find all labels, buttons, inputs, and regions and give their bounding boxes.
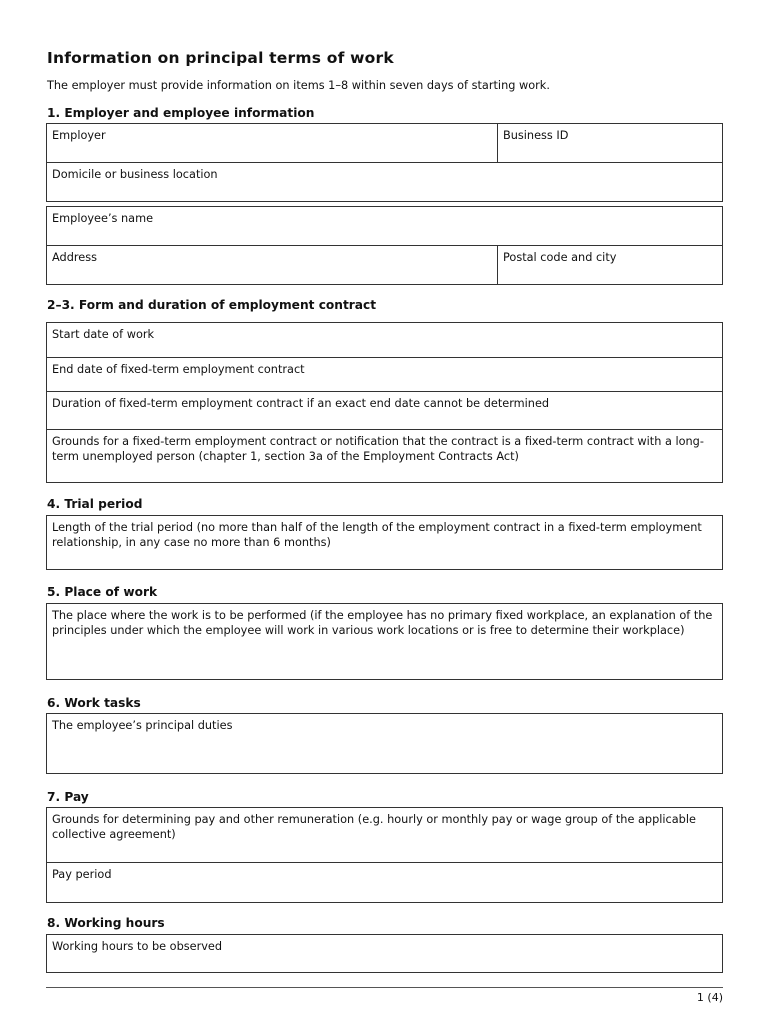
fixed-term-grounds-field[interactable]: Grounds for a fixed-term employment contract or notification that the contract is a fixed-term contract with a long-term unemployed person (chapter 1, section 3a of the Employment Contracts Act) [52,435,704,463]
footer-divider [46,987,723,988]
page-number: 1 (4) [696,991,723,1004]
end-date-row [47,358,722,392]
pay-period-field[interactable]: Pay period [52,868,112,881]
pay-box [46,807,723,903]
pay-period-row [47,863,722,902]
business-id-field[interactable]: Business ID [503,129,569,142]
employee-name-field[interactable]: Employee’s name [52,212,154,225]
section-5-heading: 5. Place of work [47,585,158,599]
address-row [47,246,722,284]
employer-field[interactable]: Employer [47,124,498,162]
section-6-heading: 6. Work tasks [47,696,141,710]
working-hours-box [46,934,723,973]
address-field[interactable]: Address [47,246,498,284]
intro-text: The employer must provide information on items 1–8 within seven days of starting work. [47,79,550,92]
principal-duties-field[interactable]: The employee’s principal duties [52,719,233,732]
pay-grounds-row [47,808,722,863]
domicile-field[interactable]: Domicile or business location [52,168,218,181]
trial-period-box [46,515,723,570]
start-date-field[interactable]: Start date of work [52,328,155,341]
employee-box [46,206,723,285]
work-tasks-box [46,713,723,774]
trial-period-field[interactable]: Length of the trial period (no more than half of the length of the employment contract in a fixed-term employment relationship, in any case no more than 6 months) [52,521,702,549]
section-8-heading: 8. Working hours [47,916,165,930]
place-of-work-field[interactable]: The place where the work is to be performed (if the employee has no primary fixed workplace, an explanation of the principles under which the employee will work in various work locations or is free to determine their workplace) [52,609,713,637]
grounds-row [47,430,722,482]
duration-field[interactable]: Duration of fixed-term employment contract if an exact end date cannot be determined [52,397,550,410]
employer-row [47,124,722,163]
section-7-heading: 7. Pay [47,790,89,804]
contract-box [46,322,723,483]
domicile-row [47,163,722,201]
section-1-heading: 1. Employer and employee information [47,106,315,120]
duration-row [47,392,722,430]
working-hours-field[interactable]: Working hours to be observed [52,940,223,953]
pay-grounds-field[interactable]: Grounds for determining pay and other remuneration (e.g. hourly or monthly pay or wage group of the applicable collective agreement) [52,813,696,841]
employee-name-row [47,207,722,246]
end-date-field[interactable]: End date of fixed-term employment contract [52,363,305,376]
page-title: Information on principal terms of work [47,49,394,67]
employer-box [46,123,723,202]
postal-city-field[interactable]: Postal code and city [503,251,617,264]
section-4-heading: 4. Trial period [47,497,143,511]
start-date-row [47,323,722,358]
section-2-3-heading: 2–3. Form and duration of employment contract [47,298,377,312]
place-of-work-box [46,603,723,680]
